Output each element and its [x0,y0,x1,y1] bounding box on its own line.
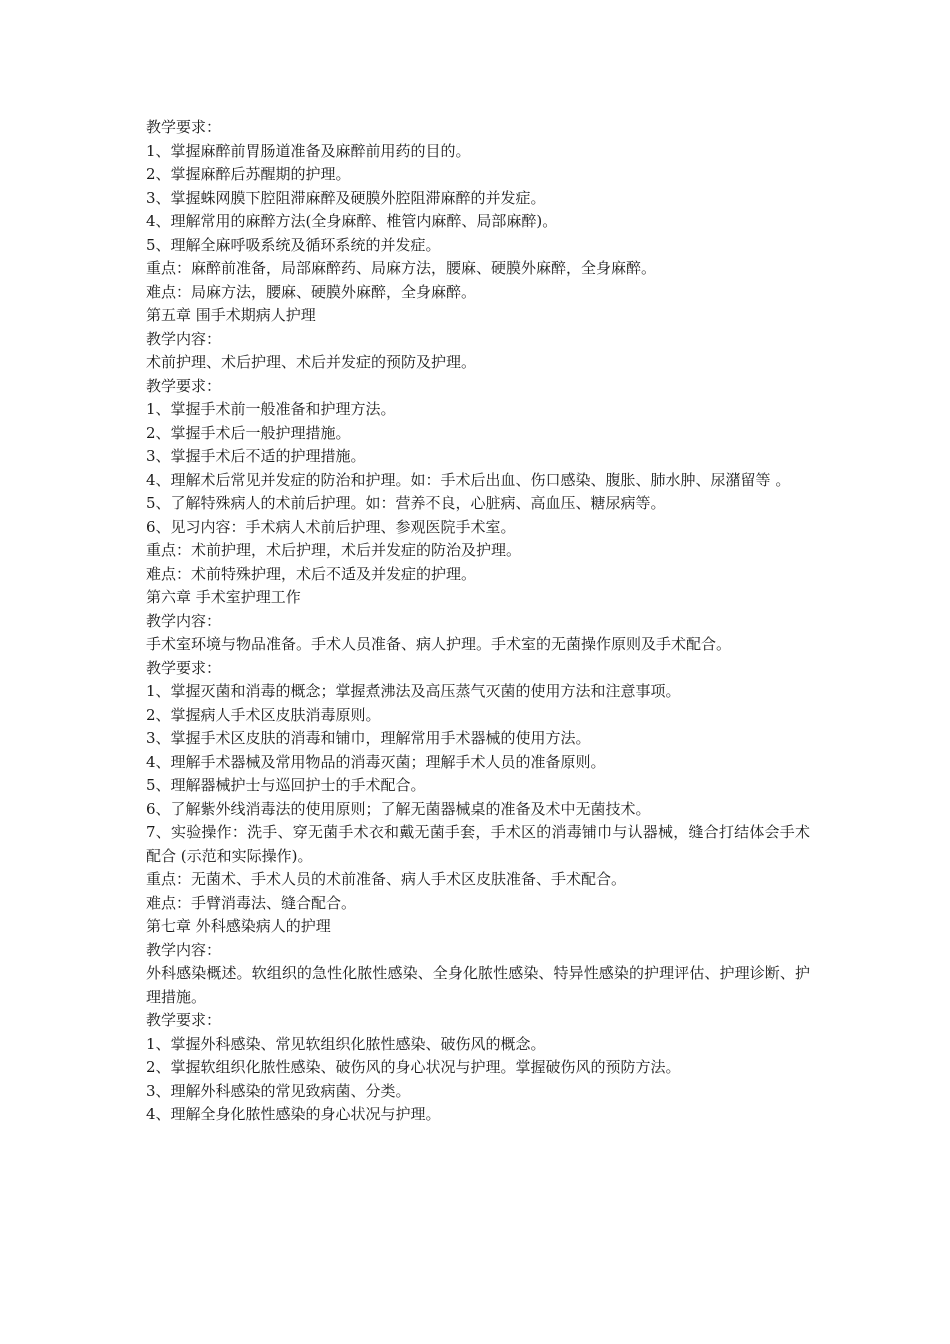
list-item: 1、掌握手术前一般准备和护理方法。 [146,400,396,418]
list-item: 3、掌握手术后不适的护理措施。 [146,447,366,465]
list-item: 3、理解外科感染的常见致病菌、分类。 [146,1081,411,1100]
list-item: 6、见习内容：手术病人术前后护理、参观医院手术室。 [146,517,516,536]
chapter-title: 第五章 围手术期病人护理 [146,306,316,324]
list-item: 4、理解术后常见并发症的防治和护理。如：手术后出血、伤口感染、腹胀、肺水肿、尿潴留等 。 [146,470,791,489]
chapter-title: 第七章 外科感染病人的护理 [146,917,331,935]
paragraph: 术前护理、术后护理、术后并发症的预防及护理。 [146,353,477,371]
list-item: 4、理解全身化脓性感染的身心状况与护理。 [146,1105,441,1123]
paragraph: 外科感染概述。软组织的急性化脓性感染、全身化脓性感染、特异性感染的护理评估、护理诊断、护理措施。 [146,964,810,1006]
section-heading: 教学要求： [146,658,222,677]
difficult-points: 难点：手臂消毒法、缝合配合。 [146,893,357,912]
list-item: 4、理解手术器械及常用物品的消毒灭菌；理解手术人员的准备原则。 [146,752,606,771]
list-item: 1、掌握外科感染、常见软组织化脓性感染、破伤风的概念。 [146,1034,546,1053]
key-points: 重点：术前护理，术后护理，术后并发症的防治及护理。 [146,541,522,559]
list-item: 5、理解全麻呼吸系统及循环系统的并发症。 [146,235,441,254]
difficult-points: 难点：术前特殊护理，术后不适及并发症的护理。 [146,564,477,583]
list-item: 1、掌握麻醉前胃肠道准备及麻醉前用药的目的。 [146,141,471,160]
section-heading: 教学要求： [146,376,222,395]
section-heading: 教学内容： [146,940,222,959]
list-item: 4、理解常用的麻醉方法(全身麻醉、椎管内麻醉、局部麻醉)。 [146,212,558,230]
paragraph: 手术室环境与物品准备。手术人员准备、病人护理。手术室的无菌操作原则及手术配合。 [146,635,732,653]
chapter-title: 第六章 手术室护理工作 [146,588,301,606]
section-heading: 教学要求： [146,118,222,136]
list-item: 1、掌握灭菌和消毒的概念；掌握煮沸法及高压蒸气灭菌的使用方法和注意事项。 [146,682,681,700]
list-item: 7、实验操作：洗手、穿无菌手术衣和戴无菌手套，手术区的消毒铺巾与认器械，缝合打结体会手术配合 (示范和实际操作)。 [146,823,810,865]
list-item: 3、掌握蛛网膜下腔阻滞麻醉及硬膜外腔阻滞麻醉的并发症。 [146,188,546,207]
list-item: 2、掌握病人手术区皮肤消毒原则。 [146,705,381,724]
list-item: 2、掌握麻醉后苏醒期的护理。 [146,165,351,183]
difficult-points: 难点：局麻方法，腰麻、硬膜外麻醉，全身麻醉。 [146,282,477,301]
list-item: 3、掌握手术区皮肤的消毒和铺巾，理解常用手术器械的使用方法。 [146,729,591,747]
key-points: 重点：无菌术、手术人员的术前准备、病人手术区皮肤准备、手术配合。 [146,870,627,888]
section-heading: 教学要求： [146,1011,222,1029]
list-item: 5、理解器械护士与巡回护士的手术配合。 [146,776,426,794]
key-points: 重点：麻醉前准备，局部麻醉药、局麻方法，腰麻、硬膜外麻醉，全身麻醉。 [146,259,657,277]
list-item: 5、了解特殊病人的术前后护理。如：营养不良，心脏病、高血压、糖尿病等。 [146,494,666,512]
list-item: 2、掌握软组织化脓性感染、破伤风的身心状况与护理。掌握破伤风的预防方法。 [146,1058,681,1076]
document-page [146,116,810,1127]
section-heading: 教学内容： [146,611,222,630]
list-item: 2、掌握手术后一般护理措施。 [146,423,351,442]
section-heading: 教学内容： [146,329,222,348]
list-item: 6、了解紫外线消毒法的使用原则；了解无菌器械桌的准备及术中无菌技术。 [146,799,651,818]
